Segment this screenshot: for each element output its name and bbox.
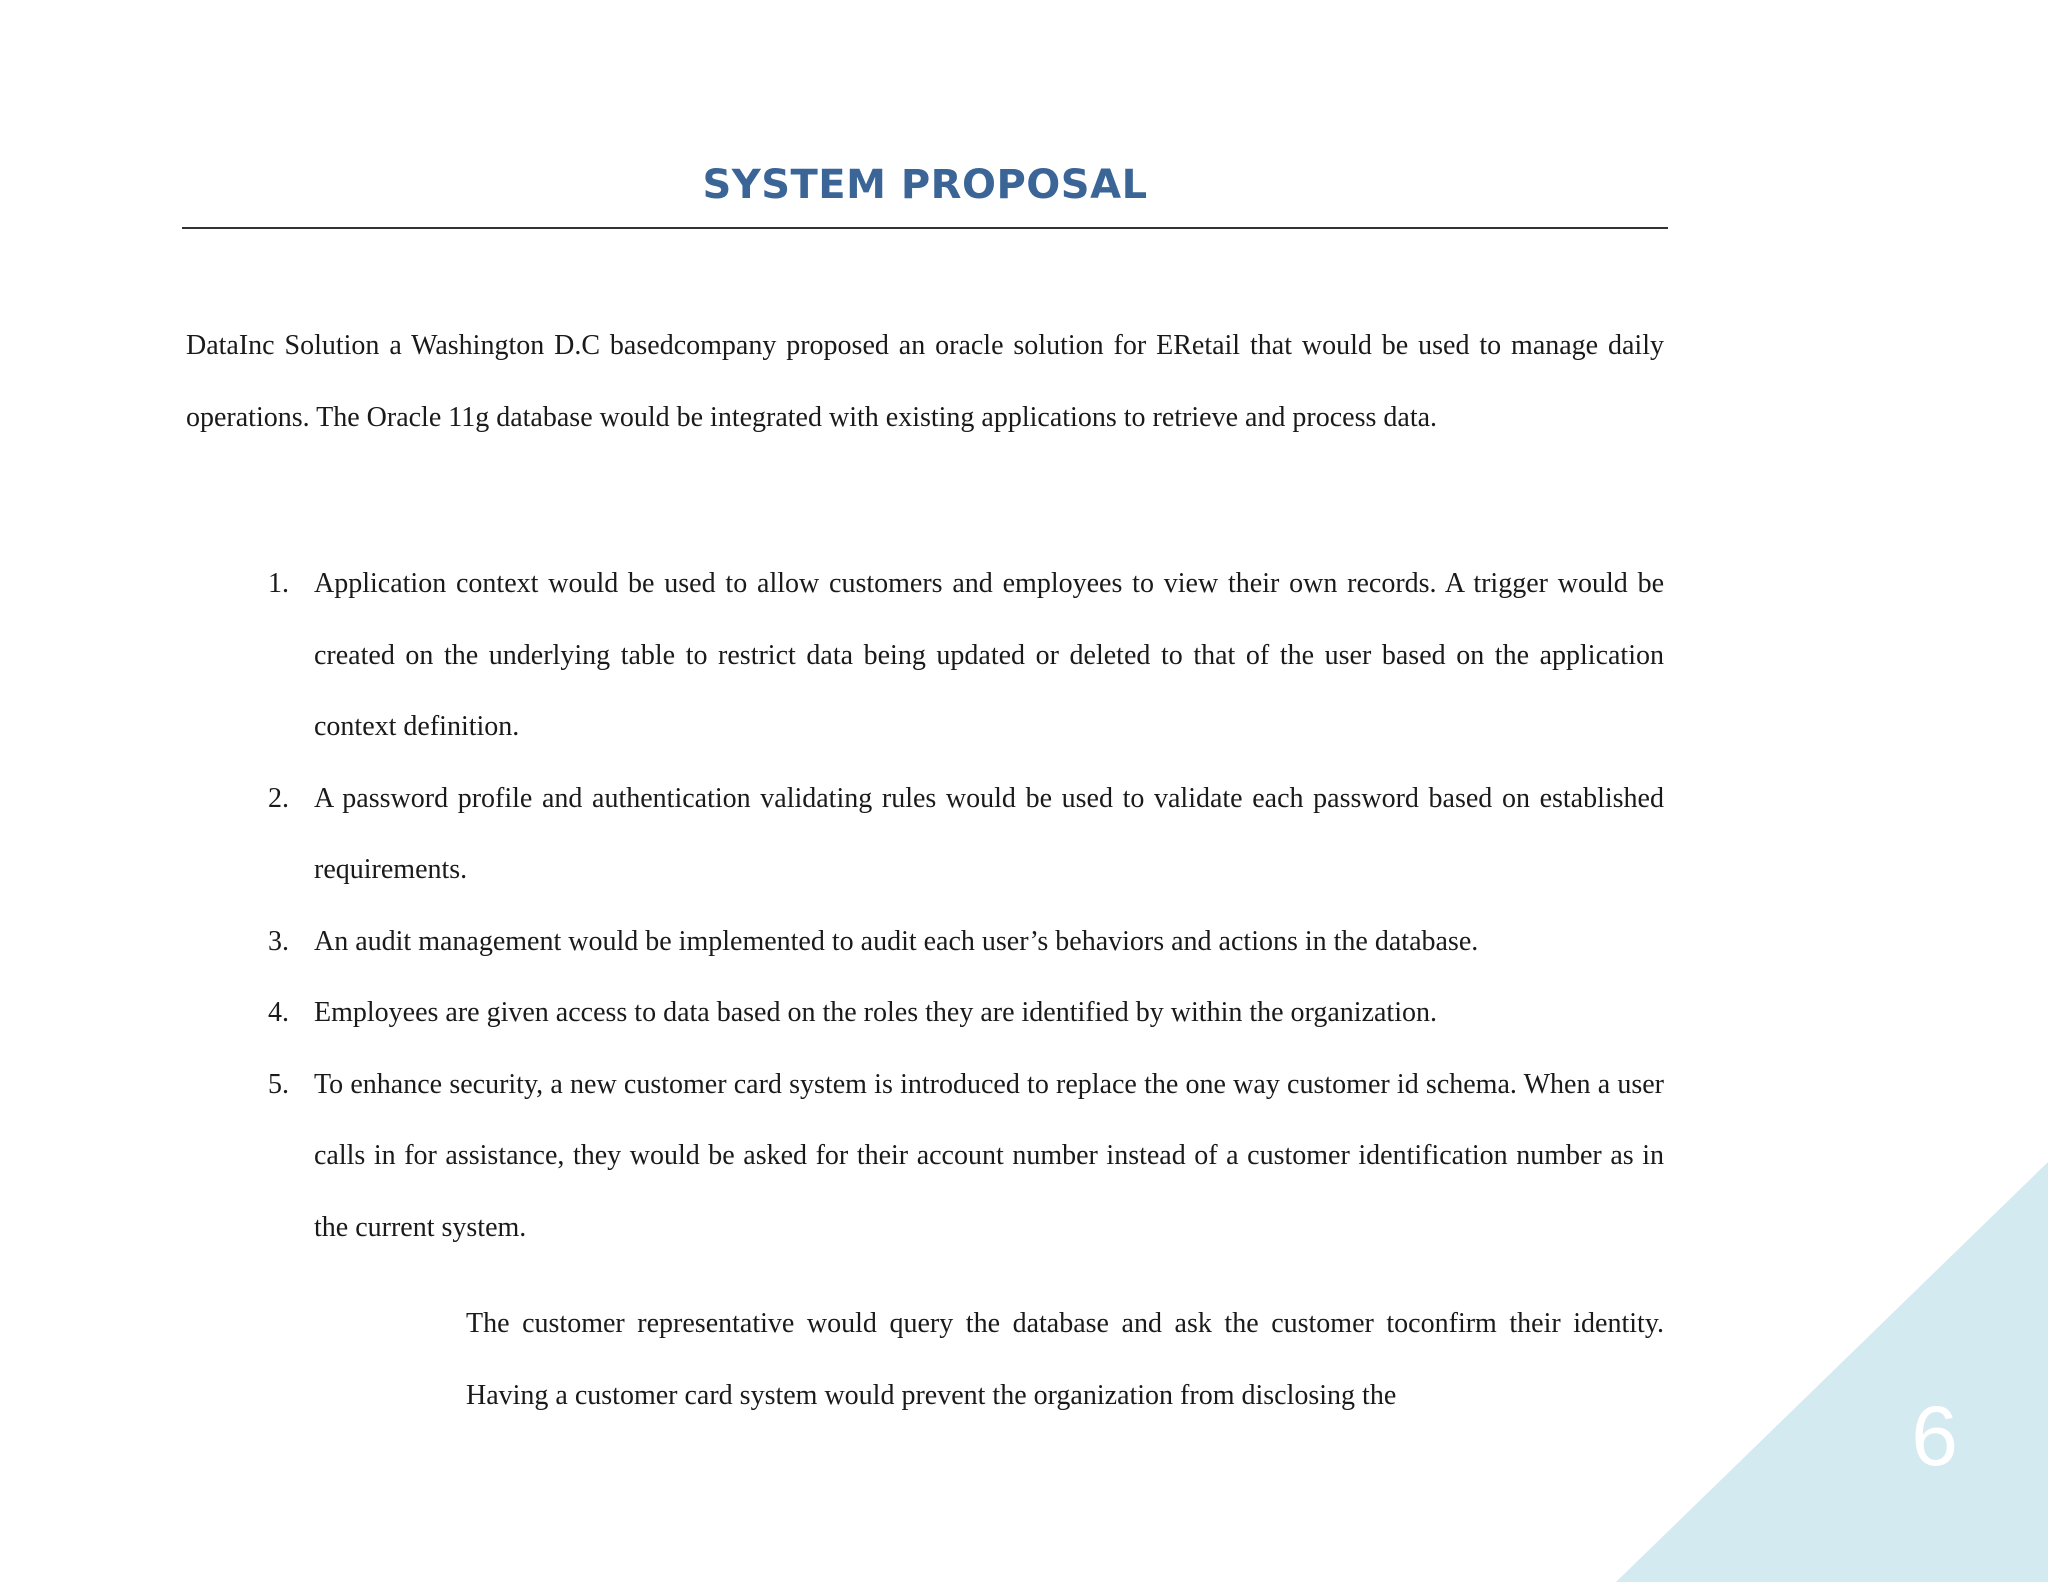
list-item-text: To enhance security, a new customer card system is introduced to replace the one way customer id schema. When a user calls in for assistance, they would be asked for their account number instead of a customer identification number as in the current system. xyxy=(314,1068,1664,1243)
list-item xyxy=(186,977,1664,1049)
list-item-text: An audit management would be implemented to audit each user’s behaviors and actions in the database. xyxy=(314,925,1479,957)
list-item-number: 5. xyxy=(268,1068,289,1100)
closing-paragraph: The customer representative would query the database and ask the customer toconfirm their identity. Having a customer card system would prevent the organization from disclosing the xyxy=(466,1308,1664,1411)
list-item xyxy=(186,548,1664,763)
corner-decoration xyxy=(1616,1162,2048,1582)
list-item xyxy=(186,906,1664,978)
list-item-number: 1. xyxy=(268,568,289,599)
list-item-number: 3. xyxy=(268,925,289,957)
list-item-text: Employees are given access to data based on the roles they are identified by within the organization. xyxy=(314,997,1437,1028)
page-title: SYSTEM PROPOSAL xyxy=(702,162,1148,208)
list-item xyxy=(186,763,1664,906)
title-divider xyxy=(182,227,1668,229)
list-item-number: 2. xyxy=(268,782,289,814)
page-number: 6 xyxy=(1911,1389,1958,1483)
list-item-text: A password profile and authentication validating rules would be used to validate each password based on established requirements. xyxy=(314,782,1664,885)
list-item-text: Application context would be used to allow customers and employees to view their own records. A trigger would be created on the underlying table to restrict data being updated or deleted to that of the user based on the application context definition. xyxy=(314,568,1664,742)
list-item-number: 4. xyxy=(268,997,289,1028)
intro-paragraph: DataInc Solution a Washington D.C basedcompany proposed an oracle solution for ERetail that would be used to manage daily operations. The Oracle 11g database would be integrated with existing applications to retrieve and process data. xyxy=(186,330,1664,433)
proposal-list xyxy=(186,548,1664,1263)
list-item xyxy=(186,1049,1664,1264)
